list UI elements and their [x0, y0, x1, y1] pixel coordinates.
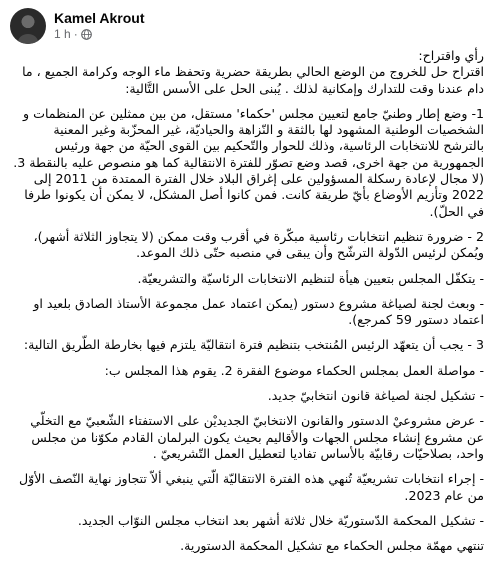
post-timestamp[interactable]: 1 h	[54, 27, 71, 41]
post-paragraph-referendum: - عرض مشروعيْ الدستور والقانون الانتخابيّ الجديديْن على الاستفتاء الشّعبيّ مع التخلّي عن مشروع إنشاء مجلس الجهات والأقاليم بحيث يكون البرلمان القادم مكوّنا من مجلس واحد، بصلاحيّات رقابيّة بالأساس تفاديا لتعطيل العمل التّشريعيّ .	[30, 413, 484, 461]
post-paragraph-point-1: 1- وضع إطار وطنيّ جامع لتعيين مجلس 'حكماء' مستقل، من بين ممثلين عن المنظمات و الشخصيات الوطنية المشهود لها بالثقة و النّزاهة والحياديّة، غير المحزّبة وغير المعنية بالترشح للانتخابات الرئاسية، وذلك للحوار والتّحكيم بين القوى الحيّة من جهة ورئيس الجمهورية من جهة اخرى، قصد وضع تصوّر للفترة الانتقالية كما هو منصوص عليه بالنقطة 3. (لا مجال لإعادة رسكلة المسؤولين على إغراق البلاد خلال الفترة الممتدة من 2011 إلى 2022 وتأزيم الأوضاع بأيّ طريقة كانت. فمن كانوا أصل المشكل، لا يمكن أن يكونوا طرفا في الحلّ).	[13, 105, 484, 219]
avatar[interactable]	[10, 8, 46, 44]
post-paragraph-legislative-elections: - إجراء انتخابات تشريعيّة تُنهي هذه الفترة الانتقاليّة الّتي ينبغي ألاّ تتجاوز نهاية النّصف الأوّل من عام 2023.	[19, 471, 484, 503]
post-paragraph-conclusion: تنتهي مهمّة مجلس الحكماء مع تشكيل المحكمة الدستورية.	[180, 538, 484, 554]
post-paragraph-electoral-law: - تشكيل لجنة لصياغة قانون انتخابيّ جديد.	[267, 388, 484, 404]
globe-icon[interactable]	[81, 29, 92, 40]
post-paragraph-constitution-committee: - وبعث لجنة لصياغة مشروع دستور (يمكن اعتماد عمل مجموعة الأستاذ الصادق بلعيد او اعتماد دستور 59 كمرجع).	[33, 295, 484, 328]
separator-dot: ·	[73, 27, 78, 41]
post-time-row	[54, 27, 145, 42]
post-meta	[54, 10, 145, 42]
post-heading: رأي واقتراح:	[418, 48, 484, 63]
post-paragraph-elections-body: - يتكفّل المجلس بتعيين هيأة لتنظيم الانتخابات الرئاسيّة والتشريعيّة.	[137, 270, 484, 286]
post-paragraph-intro: اقتراح حل للخروج من الوضع الحالي بطريقة حضرية وتحفظ ماء الوجه وكرامة الجميع ، ما دام عندنا وقت للتدارك وإمكانية لذلك . يُبنى الحل على الأسس التَّالية:	[22, 64, 484, 96]
post-paragraph-council: - مواصلة العمل بمجلس الحكماء موضوع الفقرة 2. يقوم هذا المجلس ب:	[104, 362, 484, 378]
post-header	[10, 8, 145, 44]
post-body	[10, 48, 484, 563]
author-name[interactable]: Kamel Akrout	[54, 10, 145, 26]
post-paragraph-point-2: 2 - ضرورة تنظيم انتخابات رئاسية مبكّرة في أقرب وقت ممكن (لا يتجاوز الثلاثة أشهر)، ويُمكن لرئيس الدّولة الترشّح وأن يبقى في منصبه حتّى ذلك الموعد.	[33, 228, 484, 261]
post-paragraph-constitutional-court: - تشكيل المحكمة الدّستوريّة خلال ثلاثة أشهر بعد انتخاب مجلس النوّاب الجديد.	[77, 512, 484, 528]
post-paragraph-point-3: 3 - يجب أن يتعهّد الرئيس المُنتخب بتنظيم فترة انتقاليّة يلتزم فيها بخارطة الطّريق التالية:	[23, 337, 484, 353]
